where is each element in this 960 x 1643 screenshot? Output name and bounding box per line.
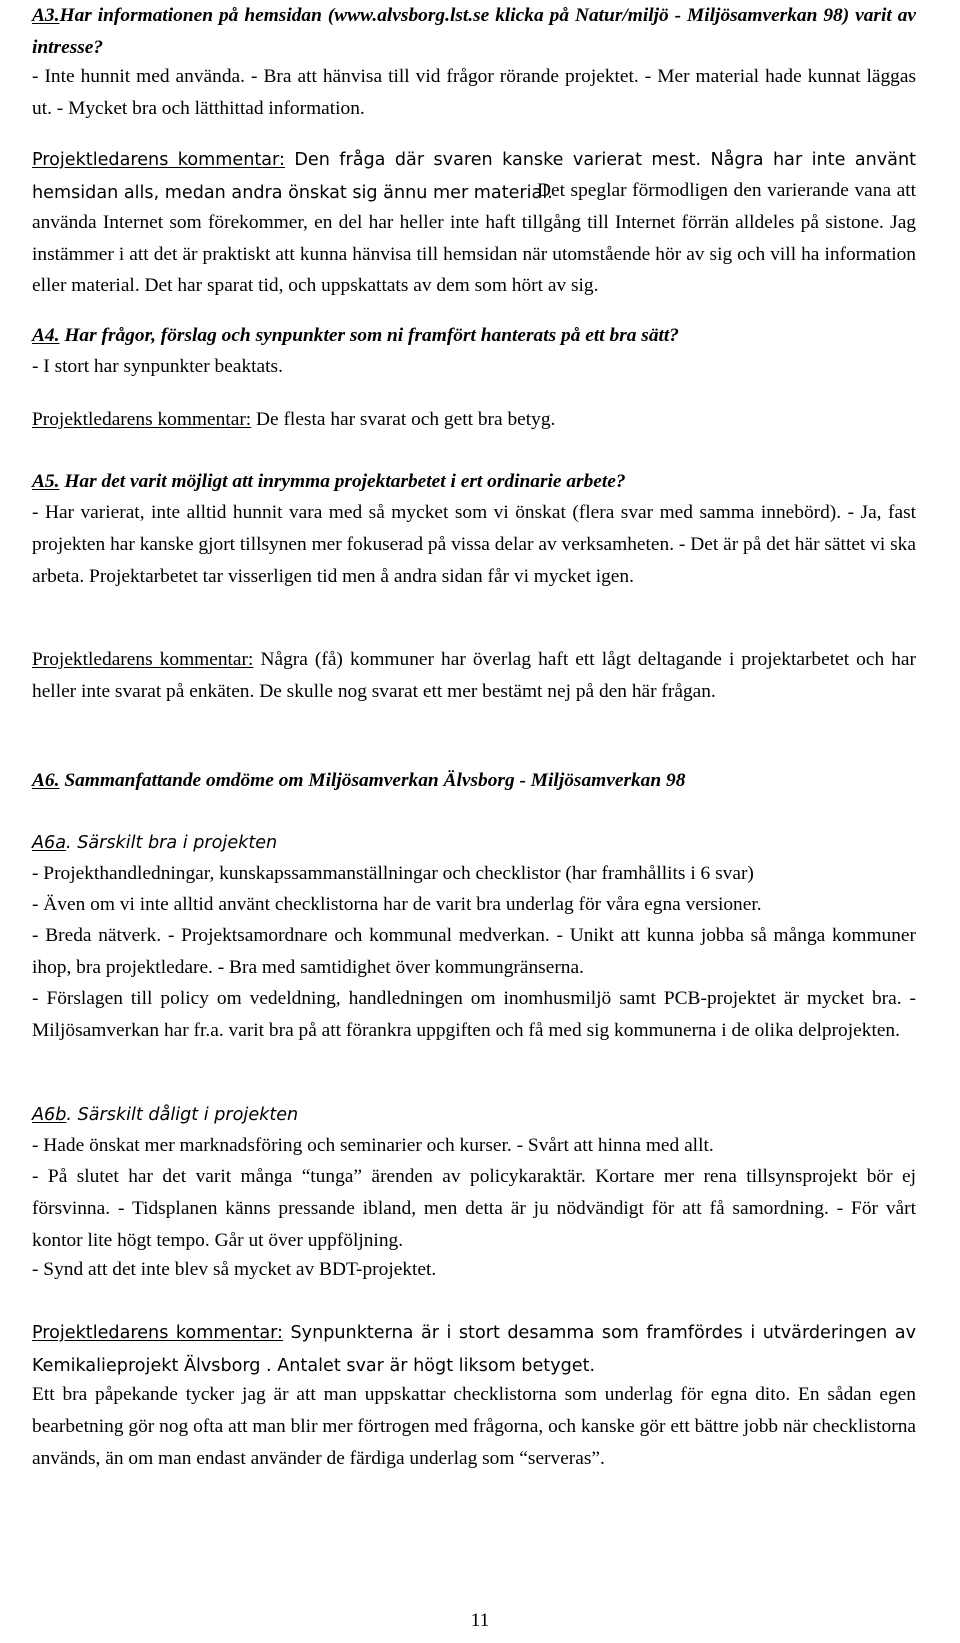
page-number: 11	[470, 1610, 490, 1631]
question-a6b-heading	[32, 1099, 916, 1132]
question-a3-heading	[32, 0, 916, 64]
question-a5-heading	[32, 466, 916, 498]
question-a5-responses: - Har varierat, inte alltid hunnit vara med så mycket som vi önskat (flera svar med samma innebörd). - Ja, fast projekten har kanske gjort tillsynen mer fokuserad på vissa delar av verksamheten. - Det är på det här sättet vi ska arbeta. Projektarbetet tar visserligen tid men å andra sidan får vi mycket igen.	[32, 502, 916, 587]
question-a6b-label: A6b	[32, 1105, 67, 1125]
question-a6a-text: . Särskilt bra i projekten	[66, 833, 278, 853]
a6b-line-1: - Hade önskat mer marknadsföring och seminarier och kurser. - Svårt att hinna med allt.	[32, 1135, 714, 1156]
a6a-line-2: - Även om vi inte alltid använt checklistorna har de varit bra underlag för våra egna versioner.	[32, 894, 762, 915]
a6a-line-1: - Projekthandledningar, kunskapssammanställningar och checklistor (har framhållits i 6 svar)	[32, 863, 754, 884]
question-a6b-text: . Särskilt dåligt i projekten	[66, 1105, 299, 1125]
comment-intro-text: Den fråga där svaren kanske varierat mest. Några har inte använt hemsidan alls, medan andra önskat sig ännu mer material.	[32, 150, 916, 203]
comment-label: Projektledarens kommentar:	[32, 1323, 283, 1343]
question-a3-responses: - Inte hunnit med använda. - Bra att hänvisa till vid frågor rörande projektet. - Mer material hade kunnat läggas ut. - Mycket bra och lätthittad information.	[32, 66, 916, 119]
comment-text: Synpunkterna är i stort desamma som framfördes i utvärderingen av Kemikalieprojekt Älvsborg . Antalet svar är högt liksom betyget.	[32, 1323, 916, 1376]
question-a4-responses: - I stort har synpunkter beaktats.	[32, 356, 283, 377]
a6a-paragraph-3: - Breda nätverk. - Projektsamordnare och kommunal medverkan. - Unikt att kunna jobba så många kommuner ihop, bra projektledare. - Bra med samtidighet över kommungränserna.	[32, 925, 916, 978]
question-a5-text: Har det varit möjligt att inrymma projektarbetet i ert ordinarie arbete?	[59, 471, 626, 492]
question-a6a-label: A6a	[32, 833, 67, 853]
question-a3-text: Har informationen på hemsidan (www.alvsborg.lst.se klicka på Natur/miljö - Miljösamverkan 98) varit av intresse?	[32, 5, 916, 58]
comment-label: Projektledarens kommentar:	[32, 409, 252, 430]
question-a5-label: A5.	[32, 471, 60, 492]
question-a6-heading	[32, 765, 916, 797]
a6a-paragraph-4: - Förslagen till policy om vedeldning, handledningen om inomhusmiljö samt PCB-projektet är mycket bra. - Miljösamverkan har fr.a. varit bra på att förankra uppgiften och få med sig kommunerna i de olika delprojekten.	[32, 988, 916, 1041]
question-a6a-heading	[32, 827, 916, 860]
question-a6b-comment	[32, 1317, 916, 1383]
question-a3-label: A3.	[32, 5, 60, 26]
comment-label: Projektledarens kommentar:	[32, 649, 254, 670]
question-a4-heading	[32, 320, 916, 352]
comment-text: De flesta har svarat och gett bra betyg.	[251, 409, 556, 430]
a6b-closing-paragraph: Ett bra påpekande tycker jag är att man uppskattar checklistorna som underlag för egna dito. En sådan egen bearbetning gör nog ofta att man blir mer förtrogen med frågorna, och kanske gör ett bättre jobb när checklistorna används, än om man endast använder de färdiga underlag som “serveras”.	[32, 1384, 916, 1469]
question-a6-text: Sammanfattande omdöme om Miljösamverkan Älvsborg - Miljösamverkan 98	[59, 770, 686, 791]
question-a5-comment	[32, 644, 916, 708]
a6b-line-3: - Synd att det inte blev så mycket av BDT-projektet.	[32, 1259, 437, 1280]
question-a4-label: A4.	[32, 325, 60, 346]
comment-label: Projektledarens kommentar:	[32, 150, 285, 170]
comment-text: Några (få) kommuner har överlag haft ett lågt deltagande i projektarbetet och har heller inte svarat på enkäten. De skulle nog svarat ett mer bestämt nej på den här frågan.	[32, 649, 916, 702]
a6b-paragraph-2: - På slutet har det varit många “tunga” ärenden av policykaraktär. Kortare mer rena tillsynsprojekt bör ej försvinna. - Tidsplanen känns pressande ibland, men detta är ju nödvändigt för att få samordning. - För vårt kontor lite högt tempo. Går ut över uppföljning.	[32, 1166, 916, 1251]
question-a4-text: Har frågor, förslag och synpunkter som ni framfört hanterats på ett bra sätt?	[59, 325, 679, 346]
question-a6-label: A6.	[32, 770, 60, 791]
question-a3-comment: Det speglar förmodligen den varierande vana att använda Internet som förekommer, en del har heller inte haft tillgång till Internet förrän alldeles på sistone. Jag instämmer i att det är praktiskt att kunna hänvisa till hemsidan när utomstående hör av sig och vill ha information eller material. Det har sparat tid, och uppskattats av dem som hört av sig.	[32, 180, 916, 297]
question-a4-comment	[32, 404, 916, 436]
